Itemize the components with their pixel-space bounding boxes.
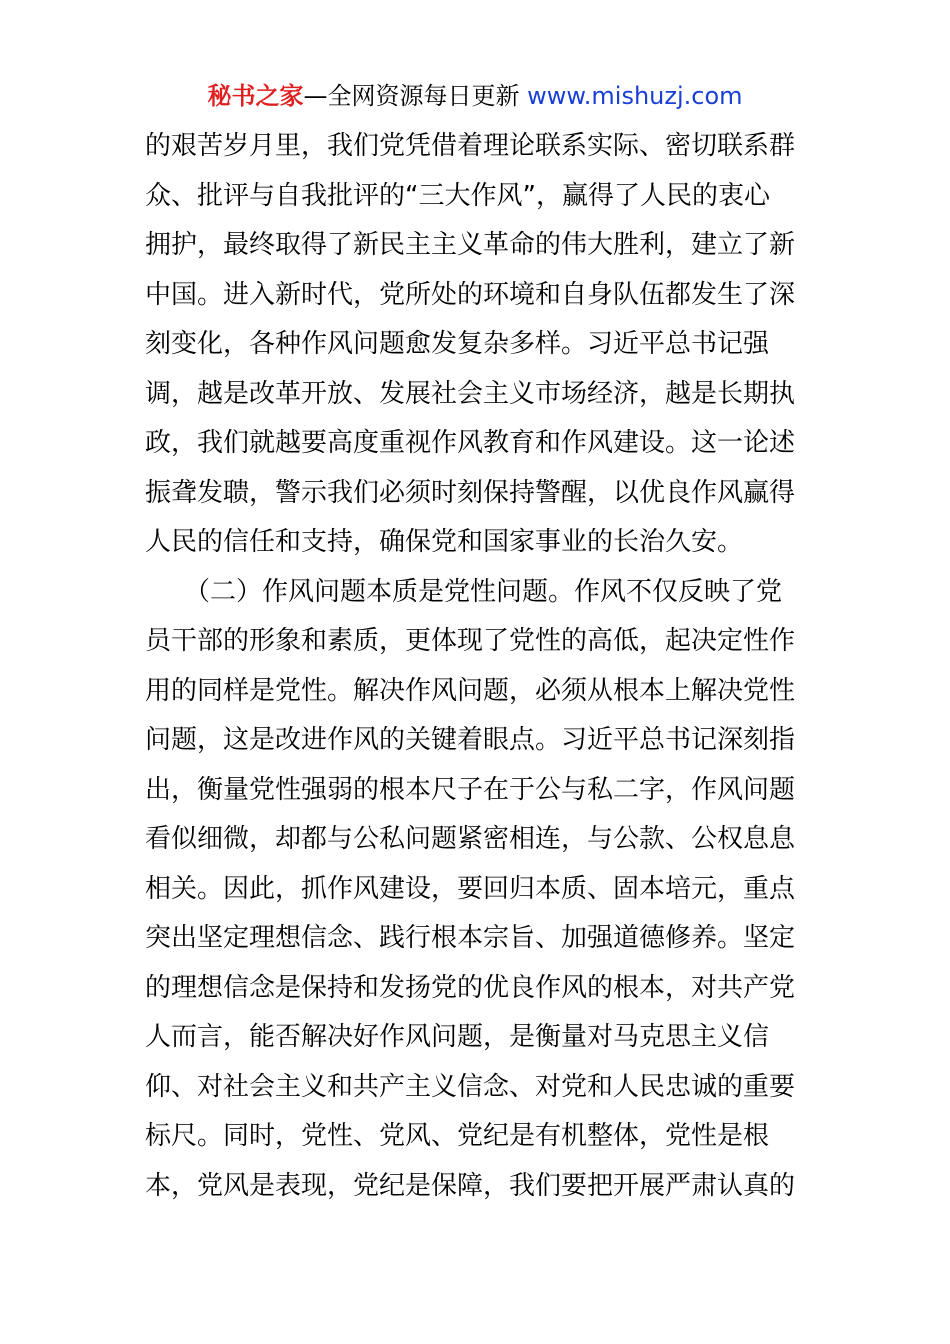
text-line: 相关。因此，抓作风建设，要回归本质、固本培元，重点 [145,873,796,904]
text-line: 众、批评与自我批评的“三大作风”，赢得了人民的衷心 [145,180,770,211]
document-body [145,122,825,1211]
text-line: 出，衡量党性强弱的根本尺子在于公与私二字，作风问题 [145,774,796,805]
text-line: 看似细微，却都与公私问题紧密相连，与公款、公权息息 [145,824,796,854]
text-line: 中国。进入新时代，党所处的环境和自身队伍都发生了深 [145,279,796,310]
brand-name: 秘书之家 [207,82,304,110]
text-line: 仰、对社会主义和共产主义信念、对党和人民忠诚的重要 [145,1071,796,1102]
text-line: 拥护，最终取得了新民主主义革命的伟大胜利，建立了新 [145,230,796,260]
text-line: 人而言，能否解决好作风问题，是衡量对马克思主义信 [145,1022,770,1052]
header-tagline: —全网资源每日更新 [303,82,520,110]
text-line: 标尺。同时，党性、党风、党纪是有机整体，党性是根 [145,1121,770,1151]
text-line: （二）作风问题本质是党性问题。作风不仅反映了党 [145,576,783,607]
page-header [0,80,950,112]
text-line: 问题，这是改进作风的关键着眼点。习近平总书记深刻指 [145,725,796,755]
text-line: 振聋发聩，警示我们必须时刻保持警醒，以优良作风赢得 [145,477,796,508]
text-line: 用的同样是党性。解决作风问题，必须从根本上解决党性 [145,675,796,706]
text-line: 人民的信任和支持，确保党和国家事业的长治久安。 [145,527,744,557]
text-line: 员干部的形象和素质，更体现了党性的高低，起决定性作 [145,626,796,656]
text-line: 的艰苦岁月里，我们党凭借着理论联系实际、密切联系群 [145,131,796,161]
text-line: 政，我们就越要高度重视作风教育和作风建设。这一论述 [145,428,796,458]
text-line: 调，越是改革开放、发展社会主义市场经济，越是长期执 [145,378,796,409]
site-url-link[interactable]: www.mishuzj.com [527,82,743,110]
text-line: 本，党风是表现，党纪是保障，我们要把开展严肃认真的 [145,1170,796,1201]
text-line: 刻变化，各种作风问题愈发复杂多样。习近平总书记强 [145,329,770,359]
text-line: 突出坚定理想信念、践行根本宗旨、加强道德修养。坚定 [145,923,796,953]
text-line: 的理想信念是保持和发扬党的优良作风的根本，对共产党 [145,972,796,1003]
